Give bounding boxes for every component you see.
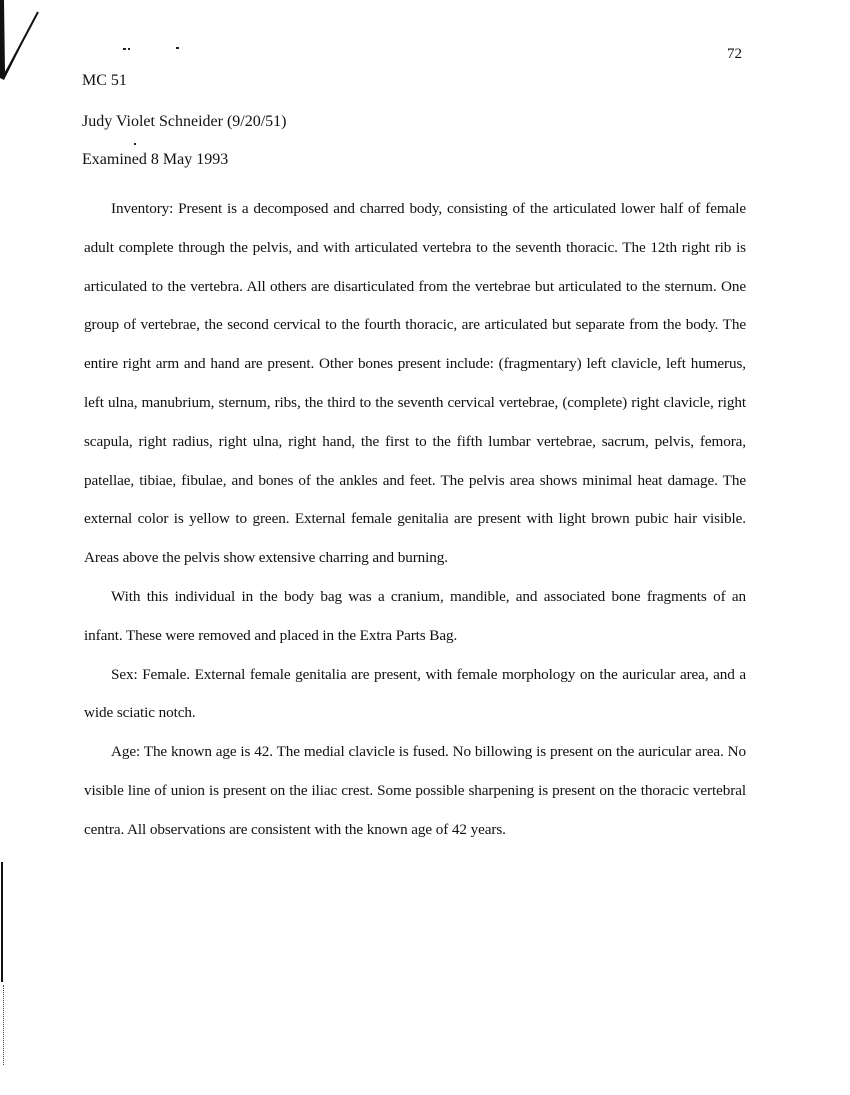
age-paragraph: Age: The known age is 42. The medial clavicle is fused. No billowing is present on the auricular area. No visible line of union is present on the iliac crest. Some possible sharpening is present on the thoracic vertebral centra. All observations are consistent with the known age of 42 years. [84, 743, 746, 838]
subject-name: Judy Violet Schneider (9/20/51) [82, 113, 287, 130]
examination-date: Examined 8 May 1993 [82, 151, 229, 168]
report-body [84, 190, 746, 850]
scan-speck [128, 48, 130, 50]
infant-remains-paragraph: With this individual in the body bag was a cranium, mandible, and associated bone fragments of an infant. These were removed and placed in the Extra Parts Bag. [84, 587, 746, 644]
scan-edge-dots [3, 985, 6, 1065]
scan-speck [176, 47, 179, 49]
sex-paragraph: Sex: Female. External female genitalia are present, with female morphology on the auricular area, and a wide sciatic notch. [84, 665, 746, 722]
case-id: MC 51 [82, 72, 127, 89]
scan-edge-mark [1, 862, 3, 982]
check-mark-icon [0, 0, 60, 90]
scan-speck [134, 143, 136, 145]
scan-speck [123, 48, 126, 50]
inventory-paragraph: Inventory: Present is a decomposed and charred body, consisting of the articulated lower half of female adult complete through the pelvis, and with articulated vertebra to the seventh thoracic. The 12th right rib is articulated to the vertebra. All others are disarticulated from the vertebrae but articulated to the sternum. One group of vertebrae, the second cervical to the fourth thoracic, are articulated but separate from the body. The entire right arm and hand are present. Other bones present include: (fragmentary) left clavicle, left humerus, left ulna, manubrium, sternum, ribs, the third to the seventh cervical vertebrae, (complete) right clavicle, right scapula, right radius, right ulna, right hand, the first to the fifth lumbar vertebrae, sacrum, pelvis, femora, patellae, tibiae, fibulae, and bones of the ankles and feet. The pelvis area shows minimal heat damage. The external color is yellow to green. External female genitalia are present with light brown pubic hair visible. Areas above the pelvis show extensive charring and burning. [84, 200, 746, 567]
page-number: 72 [727, 46, 742, 62]
